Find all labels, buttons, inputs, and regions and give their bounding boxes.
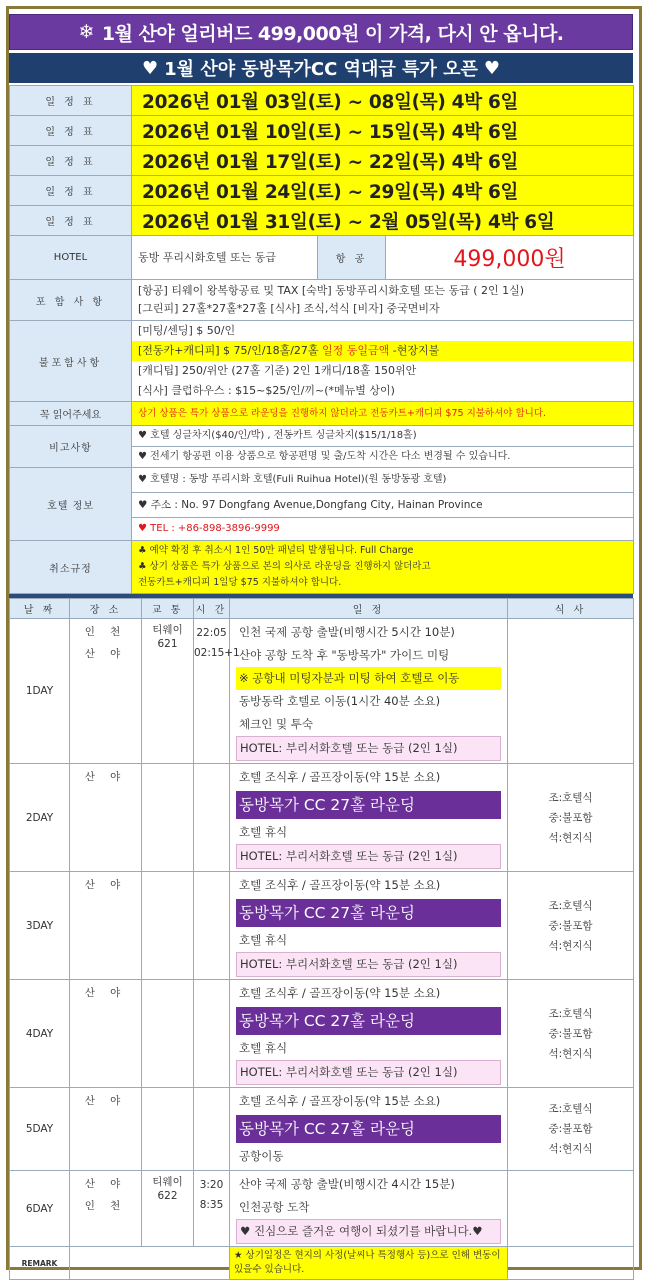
schedule-value: 2026년 01월 24일(토) ~ 29일(목) 4박 6일 [132, 176, 634, 206]
promo-banner [9, 14, 633, 50]
transport-cell [142, 1171, 194, 1247]
schedule-item: 인천공항 도착 [239, 1200, 310, 1214]
transport-line: 티웨이 [152, 1176, 183, 1188]
notice-value: 상기 상품은 특가 상품으로 라운딩을 진행하지 않더라고 전동카트+캐디피 $75 지불하셔야 합니다. [132, 402, 634, 426]
schedule-item: HOTEL: 부리서화호텔 또는 동급 (2인 1실) [236, 736, 501, 761]
meal-cell [508, 980, 634, 1088]
schedule-label: 일 정 표 [10, 116, 132, 146]
itinerary-row [10, 872, 634, 980]
meal-line: 중:불포함 [548, 811, 593, 824]
place-cell [70, 619, 142, 764]
transport-cell [142, 872, 194, 980]
excluded-cart-pay: -현장지불 [389, 344, 440, 357]
included-line: [항공] 티웨이 왕복항공료 및 TAX [숙박] 동방푸리시화호텔 또는 동급 ( 2인 1실) [138, 284, 525, 297]
header-place: 장 소 [70, 599, 142, 619]
schedule-label: 일 정 표 [10, 146, 132, 176]
promo-subtitle-banner [9, 53, 633, 83]
meal-line: 조:호텔식 [548, 899, 593, 912]
day-label: 4DAY [10, 980, 70, 1088]
included-row [10, 280, 634, 321]
promo-title: 1월 산야 얼리버드 499,000원 이 가격, 다시 안 옵니다. [101, 22, 564, 45]
schedule-item: 동방목가 CC 27홀 라운딩 [236, 1007, 501, 1035]
cancel-label: 취소규정 [10, 541, 132, 594]
bell-icon: ♣ [138, 561, 150, 572]
excluded-line: [미팅/센딩] $ 50/인 [138, 324, 236, 337]
day-label: 1DAY [10, 619, 70, 764]
schedule-item: 호텔 조식후 / 골프장이동(약 15분 소요) [239, 878, 441, 892]
schedule-cell [230, 1088, 508, 1171]
place-name: 인 천 [84, 1200, 127, 1212]
cancel-value [132, 541, 634, 594]
schedule-item: 산야 공항 도착 후 "동방목가" 가이드 미팅 [239, 648, 450, 662]
snowflake-icon: ❄ [78, 21, 94, 43]
place-cell [70, 980, 142, 1088]
header-schedule: 일 정 [230, 599, 508, 619]
transport-cell [142, 1088, 194, 1171]
schedule-row [10, 86, 634, 116]
meal-cell [508, 764, 634, 872]
place-name: 인 천 [84, 626, 127, 638]
schedule-cell [230, 980, 508, 1088]
place-name: 산 야 [84, 987, 127, 999]
schedule-item: HOTEL: 부리서화호텔 또는 동급 (2인 1실) [236, 1060, 501, 1085]
excluded-line-highlight [132, 341, 633, 361]
transport-line: 622 [157, 1190, 178, 1202]
heart-icon: ♥ [142, 57, 159, 79]
schedule-value: 2026년 01월 17일(토) ~ 22일(목) 4박 6일 [132, 146, 634, 176]
transport-cell [142, 619, 194, 764]
included-value [132, 280, 634, 321]
excluded-row [10, 321, 634, 402]
hotel-info-label: 호텔 정보 [10, 468, 132, 541]
transport-line: 621 [157, 638, 178, 650]
excluded-cart-fee: [전동카+캐디피] $ 75/인/18홀/27홀 [138, 344, 323, 357]
meal-line: 석:현지식 [548, 1143, 593, 1155]
meal-line: 석:현지식 [548, 831, 593, 844]
itinerary-row [10, 980, 634, 1088]
transport-cell [142, 764, 194, 872]
schedule-item: 호텔 조식후 / 골프장이동(약 15분 소요) [239, 1094, 441, 1108]
time-line: 02:15+1 [194, 647, 240, 659]
included-label: 포 함 사 항 [10, 280, 132, 321]
transport-cell [142, 980, 194, 1088]
remark-label: REMARK [10, 1247, 70, 1280]
cancel-line: 예약 확정 후 취소시 1인 50만 패널티 발생됩니다. Full Charge [149, 545, 414, 556]
day-label: 5DAY [10, 1088, 70, 1171]
schedule-item: 동방목가 CC 27홀 라운딩 [236, 791, 501, 819]
remarks-line: 호텔 싱글차지($40/인/박) , 전동카트 싱글차지($15/1/18홀) [150, 430, 417, 441]
place-name: 산 야 [84, 1178, 127, 1190]
schedule-label: 일 정 표 [10, 86, 132, 116]
schedule-item: 호텔 휴식 [239, 1041, 288, 1055]
time-cell [194, 1171, 230, 1247]
remark-spacer [508, 1247, 634, 1280]
schedule-value: 2026년 01월 03일(토) ~ 08일(목) 4박 6일 [132, 86, 634, 116]
remarks-line: 전세기 항공편 이용 상품으로 항공편명 및 출/도착 시간은 다소 변경될 수 있습니다. [150, 451, 511, 462]
schedule-item: 체크인 및 투숙 [239, 717, 313, 731]
hotel-row [10, 236, 634, 280]
header-date: 날 짜 [10, 599, 70, 619]
time-cell [194, 1088, 230, 1171]
schedule-item: 호텔 휴식 [239, 825, 288, 839]
excluded-line: [캐디팁] 250/위안 (27홀 기준) 2인 1캐디/18홀 150위안 [138, 364, 417, 377]
itinerary-row [10, 1088, 634, 1171]
schedule-value: 2026년 01월 10일(토) ~ 15일(목) 4박 6일 [132, 116, 634, 146]
time-line: 22:05 [196, 627, 227, 639]
place-cell [70, 872, 142, 980]
time-cell [194, 764, 230, 872]
heart-icon: ♥ [483, 57, 500, 79]
header-transport: 교 통 [142, 599, 194, 619]
schedule-row [10, 146, 634, 176]
place-name: 산 야 [84, 879, 127, 891]
time-cell [194, 872, 230, 980]
itinerary-header [10, 599, 634, 619]
schedule-item: 호텔 휴식 [239, 933, 288, 947]
hotel-info-row [10, 468, 634, 541]
day-label: 6DAY [10, 1171, 70, 1247]
meal-cell [508, 1088, 634, 1171]
remark-spacer [70, 1247, 230, 1280]
meal-line: 중:불포함 [548, 1027, 593, 1040]
day-label: 2DAY [10, 764, 70, 872]
schedule-value: 2026년 01월 31일(토) ~ 2월 05일(목) 4박 6일 [132, 206, 634, 236]
heart-icon: ♥ [138, 523, 151, 534]
heart-icon: ♥ [138, 430, 151, 441]
schedule-cell [230, 619, 508, 764]
itinerary-row [10, 619, 634, 764]
schedule-item: 산야 국제 공항 출발(비행시간 4시간 15분) [239, 1177, 455, 1191]
cancel-line: 상기 상품은 특가 상품으로 본의 의사로 라운딩을 진행하지 않더라고 [149, 561, 431, 572]
price-value: 499,000원 [386, 236, 634, 280]
hotel-tel: TEL : +86-898-3896-9999 [150, 523, 280, 534]
day-label: 3DAY [10, 872, 70, 980]
schedule-item: ♥ 진심으로 즐거운 여행이 되셨기를 바랍니다.♥ [236, 1219, 501, 1244]
header-time: 시 간 [194, 599, 230, 619]
meal-line: 조:호텔식 [548, 1103, 593, 1115]
place-name: 산 야 [84, 648, 127, 660]
schedule-cell [230, 764, 508, 872]
heart-icon: ♥ [138, 499, 151, 511]
meal-line: 석:현지식 [548, 1047, 593, 1060]
meal-cell [508, 1171, 634, 1247]
time-cell [194, 980, 230, 1088]
meal-line: 중:불포함 [548, 1123, 593, 1135]
excluded-label: 불포함사항 [10, 321, 132, 402]
place-name: 산 야 [84, 771, 127, 783]
schedule-cell [230, 872, 508, 980]
hotel-value: 동방 푸리시화호텔 또는 동급 [132, 236, 318, 280]
included-line: [그린피] 27홀*27홀*27홀 [식사] 조식,석식 [비자] 중국면비자 [138, 302, 440, 315]
hotel-name: 호텔명 : 동방 푸리시화 호텔(Fuli Ruihua Hotel)(원 동방동광 호텔) [150, 474, 447, 485]
header-meal: 식 사 [508, 599, 634, 619]
schedule-item: 공항이동 [239, 1149, 284, 1163]
remarks-row [10, 426, 634, 468]
hotel-address: 주소 : No. 97 Dongfang Avenue,Dongfang City, Hainan Province [150, 499, 483, 511]
schedule-item: HOTEL: 부리서화호텔 또는 동급 (2인 1실) [236, 844, 501, 869]
transport-line: 티웨이 [152, 624, 183, 636]
schedule-item: 인천 국제 공항 출발(비행시간 5시간 10분) [239, 625, 455, 639]
meal-line: 조:호텔식 [548, 791, 593, 804]
meal-line: 조:호텔식 [548, 1007, 593, 1020]
place-name: 산 야 [84, 1095, 127, 1107]
place-cell [70, 764, 142, 872]
time-cell [194, 619, 240, 764]
meal-cell [508, 619, 634, 764]
schedule-label: 일 정 표 [10, 176, 132, 206]
air-label: 항 공 [318, 236, 386, 280]
hotel-info-value [132, 468, 634, 541]
cancel-row [10, 541, 634, 594]
place-cell [70, 1088, 142, 1171]
bell-icon: ♣ [138, 545, 150, 556]
remark-text: ★ 상기일정은 현지의 사정(날씨나 특정행사 등)으로 인해 변동이 있을수 있습니다. [230, 1247, 508, 1280]
time-line: 3:20 [199, 1179, 224, 1191]
heart-icon: ♥ [138, 474, 151, 485]
document [9, 14, 633, 1280]
place-cell [70, 1171, 142, 1247]
itinerary-table [9, 598, 634, 1280]
remark-row [10, 1247, 634, 1280]
meal-cell [508, 872, 634, 980]
cancel-line: 전동카트+캐디피 1일당 $75 지불하셔야 합니다. [138, 577, 342, 588]
schedule-item: 동방목가 CC 27홀 라운딩 [236, 1115, 501, 1143]
hotel-label: HOTEL [10, 236, 132, 280]
heart-icon: ♥ [138, 451, 151, 462]
schedule-row [10, 176, 634, 206]
promo-subtitle: 1월 산야 동방목가CC 역대급 특가 오픈 [164, 59, 478, 80]
schedule-label: 일 정 표 [10, 206, 132, 236]
excluded-cart-note: 일정 동일금액 [322, 344, 390, 357]
notice-label: 꼭 읽어주세요 [10, 402, 132, 426]
remarks-label: 비고사항 [10, 426, 132, 468]
schedule-item: ※ 공항내 미팅자분과 미팅 하여 호텔로 이동 [236, 667, 501, 690]
info-table [9, 85, 634, 594]
schedule-item: HOTEL: 부리서화호텔 또는 동급 (2인 1실) [236, 952, 501, 977]
excluded-value [132, 321, 634, 402]
itinerary-row [10, 1171, 634, 1247]
schedule-item: 호텔 조식후 / 골프장이동(약 15분 소요) [239, 770, 441, 784]
schedule-item: 동방동락 호텔로 이동(1시간 40분 소요) [239, 694, 441, 708]
schedule-item: 동방목가 CC 27홀 라운딩 [236, 899, 501, 927]
schedule-cell [230, 1171, 508, 1247]
itinerary-row [10, 764, 634, 872]
meal-line: 중:불포함 [548, 919, 593, 932]
meal-line: 석:현지식 [548, 939, 593, 952]
notice-row [10, 402, 634, 426]
time-line: 8:35 [199, 1199, 224, 1211]
schedule-item: 호텔 조식후 / 골프장이동(약 15분 소요) [239, 986, 441, 1000]
excluded-line: [식사] 클럽하우스 : $15~$25/인/끼~(*메뉴별 상이) [138, 384, 395, 397]
remarks-value [132, 426, 634, 468]
schedule-row [10, 206, 634, 236]
schedule-row [10, 116, 634, 146]
